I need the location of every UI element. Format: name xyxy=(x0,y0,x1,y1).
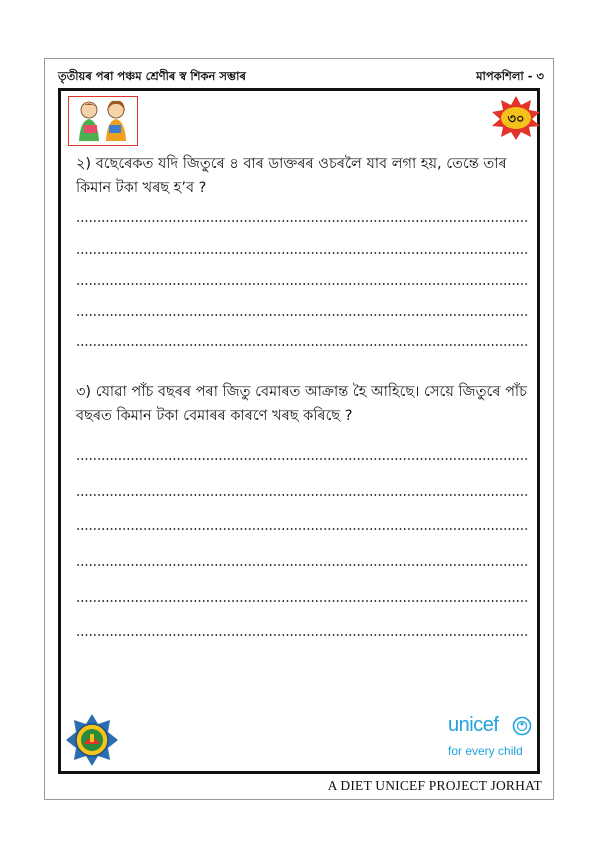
footer-project-credit: A DIET UNICEF PROJECT JORHAT xyxy=(327,778,542,793)
unicef-wordmark: unicef xyxy=(448,714,499,736)
children-reading-icon xyxy=(68,96,138,146)
answer-line xyxy=(76,314,528,316)
children-illustration xyxy=(69,97,136,144)
answer-line xyxy=(76,600,528,602)
answer-line xyxy=(76,494,528,496)
question-3-text: ৩) যোৱা পাঁচ বছৰৰ পৰা জিতু বেমাৰত আক্ৰান্ত হৈ আহিছে। সেয়ে জিতুৰে পাঁচ বছৰত কিমান টকা বেমাৰৰ কাৰণে খৰছ কৰিছে ? xyxy=(76,384,527,424)
header-title: তৃতীয়ৰ পৰা পঞ্চম শ্ৰেণীৰ স্ব শিকন সম্ভাৰ xyxy=(58,69,246,83)
answer-line xyxy=(76,344,528,346)
answer-line xyxy=(76,252,528,254)
diet-emblem-icon xyxy=(64,712,120,768)
answer-line xyxy=(76,564,528,566)
answer-line xyxy=(76,528,528,530)
question-2-text: ২) বছেৰেকত যদি জিতুৰে ৪ বাৰ ডাক্তৰৰ ওচৰলৈ যাব লগা হয়, তেন্তে তাৰ কিমান টকা খৰছ হ’ব ? xyxy=(76,156,507,196)
page-number: ৩০ xyxy=(507,112,525,127)
page-number-star-icon xyxy=(490,96,542,140)
worksheet-label: মাপকশিলা - ৩ xyxy=(476,69,544,83)
unicef-emblem-icon xyxy=(512,716,532,736)
answer-line xyxy=(76,634,528,636)
unicef-logo xyxy=(448,714,536,766)
answer-line xyxy=(76,283,528,285)
answer-line xyxy=(76,220,528,222)
answer-line xyxy=(76,458,528,460)
unicef-tagline: for every child xyxy=(448,744,523,758)
